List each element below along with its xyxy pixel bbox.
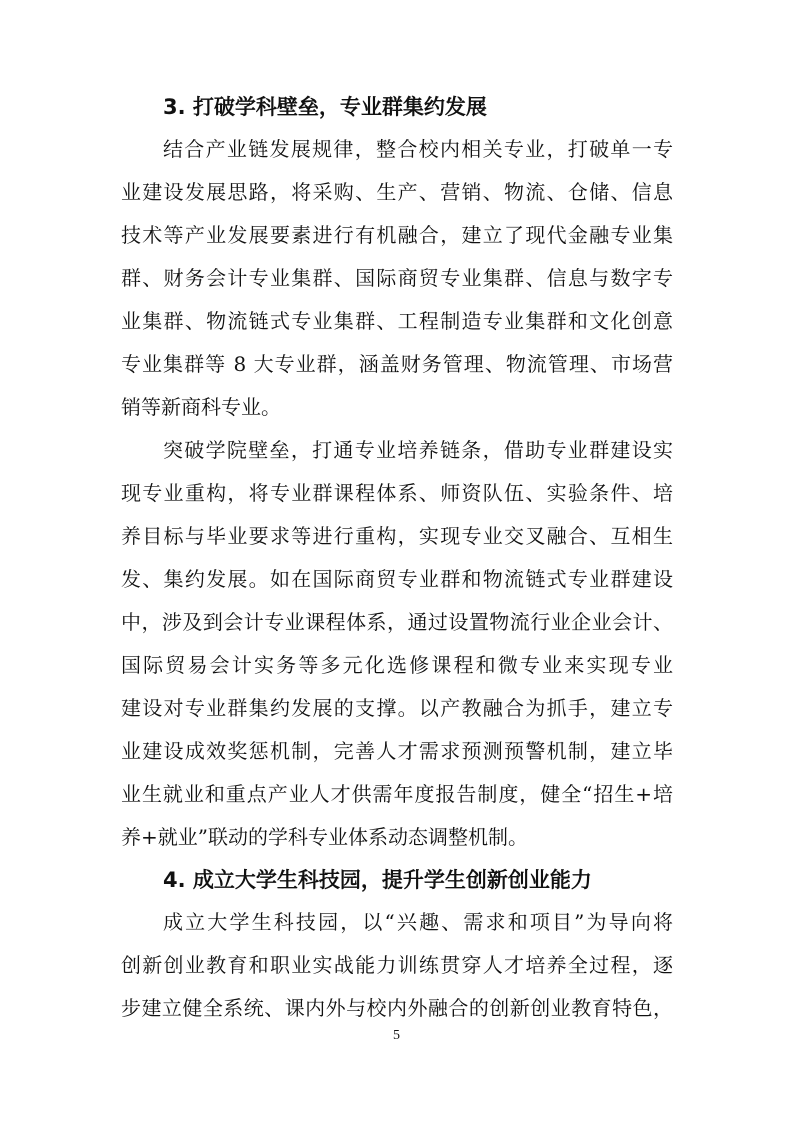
paragraph-line: 中，涉及到会计专业课程体系，通过设置物流行业企业会计、: [121, 610, 673, 634]
paragraph-2: [121, 429, 673, 859]
paragraph-line: 创新创业教育和职业实战能力训练贯穿人才培养全过程，逐: [121, 953, 673, 977]
paragraph-1: [121, 128, 673, 429]
paragraph-line: 成立大学生科技园，以“兴趣、需求和项目”为导向将: [163, 910, 673, 934]
section-heading-4: 4. 成立大学生科技园，提升学生创新创业能力: [163, 868, 592, 892]
paragraph-line: 专业集群等 8 大专业群，涵盖财务管理、物流管理、市场营: [121, 352, 673, 376]
paragraph-line: 养目标与毕业要求等进行重构，实现专业交叉融合、互相生: [121, 524, 673, 548]
paragraph-line: 步建立健全系统、课内外与校内外融合的创新创业教育特色，: [121, 996, 673, 1020]
paragraph-line: 业建设发展思路，将采购、生产、营销、物流、仓储、信息: [121, 180, 673, 204]
paragraph-line: 结合产业链发展规律，整合校内相关专业，打破单一专: [163, 137, 673, 161]
paragraph-line: 业建设成效奖惩机制，完善人才需求预测预警机制，建立毕: [121, 739, 673, 763]
paragraph-line: 业集群、物流链式专业集群、工程制造专业集群和文化创意: [121, 309, 673, 333]
page-number: 5: [393, 1028, 400, 1043]
paragraph-line: 技术等产业发展要素进行有机融合，建立了现代金融专业集: [121, 223, 673, 247]
paragraph-line: 养+就业”联动的学科专业体系动态调整机制。: [121, 825, 528, 849]
paragraph-line: 建设对专业群集约发展的支撑。以产教融合为抓手，建立专: [121, 696, 673, 720]
paragraph-line: 业生就业和重点产业人才供需年度报告制度，健全“招生+培: [121, 782, 673, 806]
section-heading-3: 3. 打破学科壁垒，专业群集约发展: [163, 95, 487, 119]
paragraph-line: 群、财务会计专业集群、国际商贸专业集群、信息与数字专: [121, 266, 673, 290]
paragraph-line: 突破学院壁垒，打通专业培养链条，借助专业群建设实: [163, 438, 673, 462]
paragraph-line: 国际贸易会计实务等多元化选修课程和微专业来实现专业: [121, 653, 673, 677]
paragraph-3: [121, 901, 673, 1030]
paragraph-line: 销等新商科专业。: [121, 395, 281, 419]
page-content: [121, 86, 673, 1030]
paragraph-line: 现专业重构，将专业群课程体系、师资队伍、实验条件、培: [121, 481, 673, 505]
paragraph-line: 发、集约发展。如在国际商贸专业群和物流链式专业群建设: [121, 567, 673, 591]
